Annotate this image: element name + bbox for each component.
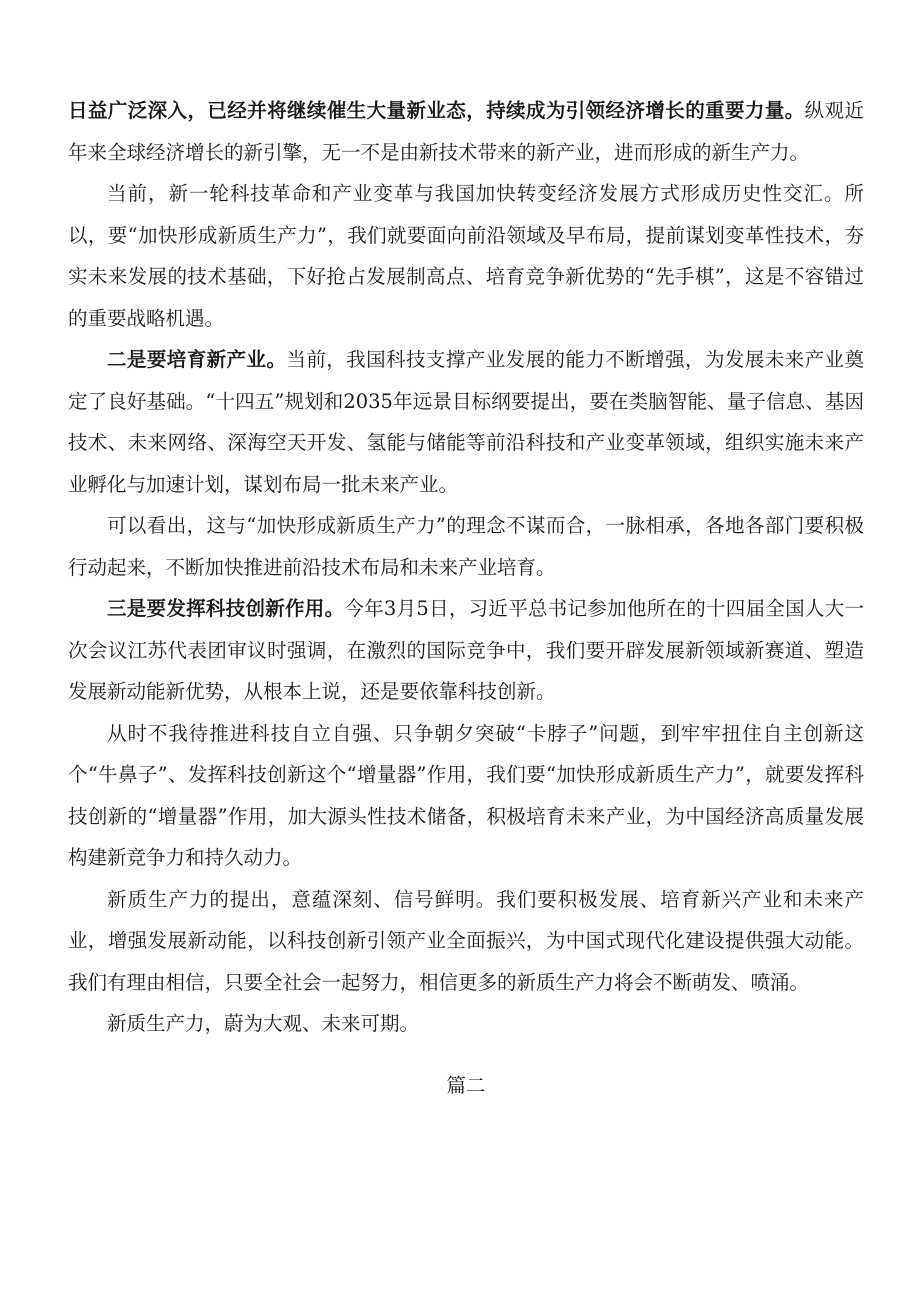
paragraph-3 — [68, 339, 864, 505]
paragraph-3-bold: 二是要培育新产业。 — [107, 348, 287, 371]
paragraph-5-text: 今年3月5日，习近平总书记参加他所在的十四届全国人大一次会议江苏代表团审议时强调，在激烈的国际竞争中，我们要开辟发展新领域新赛道、塑造发展新动能新优势，从根本上说，还是要依靠科技创新。 — [68, 597, 864, 703]
paragraph-1 — [68, 90, 864, 173]
paragraph-4 — [68, 505, 864, 588]
paragraph-1-text: 纵观近年来全球经济增长的新引擎，无一不是由新技术带来的新产业，进而形成的新生产力。 — [68, 99, 864, 164]
paragraph-6 — [68, 713, 864, 879]
paragraph-7 — [68, 879, 864, 1004]
paragraph-3-text: 当前，我国科技支撑产业发展的能力不断增强，为发展未来产业奠定了良好基础。“十四五”规划和2035年远景目标纲要提出，要在类脑智能、量子信息、基因技术、未来网络、深海空天开发、氢能与储能等前沿科技和产业变革领域，组织实施未来产业孵化与加速计划，谋划布局一批未来产业。 — [68, 348, 864, 496]
paragraph-5-bold: 三是要发挥科技创新作用。 — [107, 597, 345, 620]
paragraph-1-bold: 日益广泛深入，已经并将继续催生大量新业态，持续成为引领经济增长的重要力量。 — [68, 99, 805, 122]
section-heading: 篇二 — [446, 1073, 486, 1097]
paragraph-4-text: 可以看出，这与“加快形成新质生产力”的理念不谋而合，一脉相承，各地各部门要积极行动起来，不断加快推进前沿技术布局和未来产业培育。 — [68, 514, 864, 579]
paragraph-5 — [68, 588, 864, 713]
document-body — [68, 90, 864, 1106]
paragraph-2 — [68, 173, 864, 339]
paragraph-8-text: 新质生产力，蔚为大观、未来可期。 — [107, 1012, 420, 1035]
paragraph-7-text: 新质生产力的提出，意蕴深刻、信号鲜明。我们要积极发展、培育新兴产业和未来产业，增强发展新动能，以科技创新引领产业全面振兴，为中国式现代化建设提供强大动能。我们有理由相信，只要全社会一起努力，相信更多的新质生产力将会不断萌发、喷涌。 — [68, 887, 864, 994]
paragraph-8 — [68, 1003, 864, 1045]
paragraph-6-text: 从时不我待推进科技自立自强、只争朝夕突破“卡脖子”问题，到牢牢扭住自主创新这个“牛鼻子”、发挥科技创新这个“增量器”作用，我们要“加快形成新质生产力”，就要发挥科技创新的“增量器”作用，加大源头性技术储备，积极培育未来产业，为中国经济高质量发展构建新竞争力和持久动力。 — [68, 721, 864, 869]
paragraph-2-text: 当前，新一轮科技革命和产业变革与我国加快转变经济发展方式形成历史性交汇。所以，要“加快形成新质生产力”，我们就要面向前沿领域及早布局，提前谋划变革性技术，夯实未来发展的技术基础，下好抢占发展制高点、培育竞争新优势的“先手棋”，这是不容错过的重要战略机遇。 — [68, 182, 864, 330]
